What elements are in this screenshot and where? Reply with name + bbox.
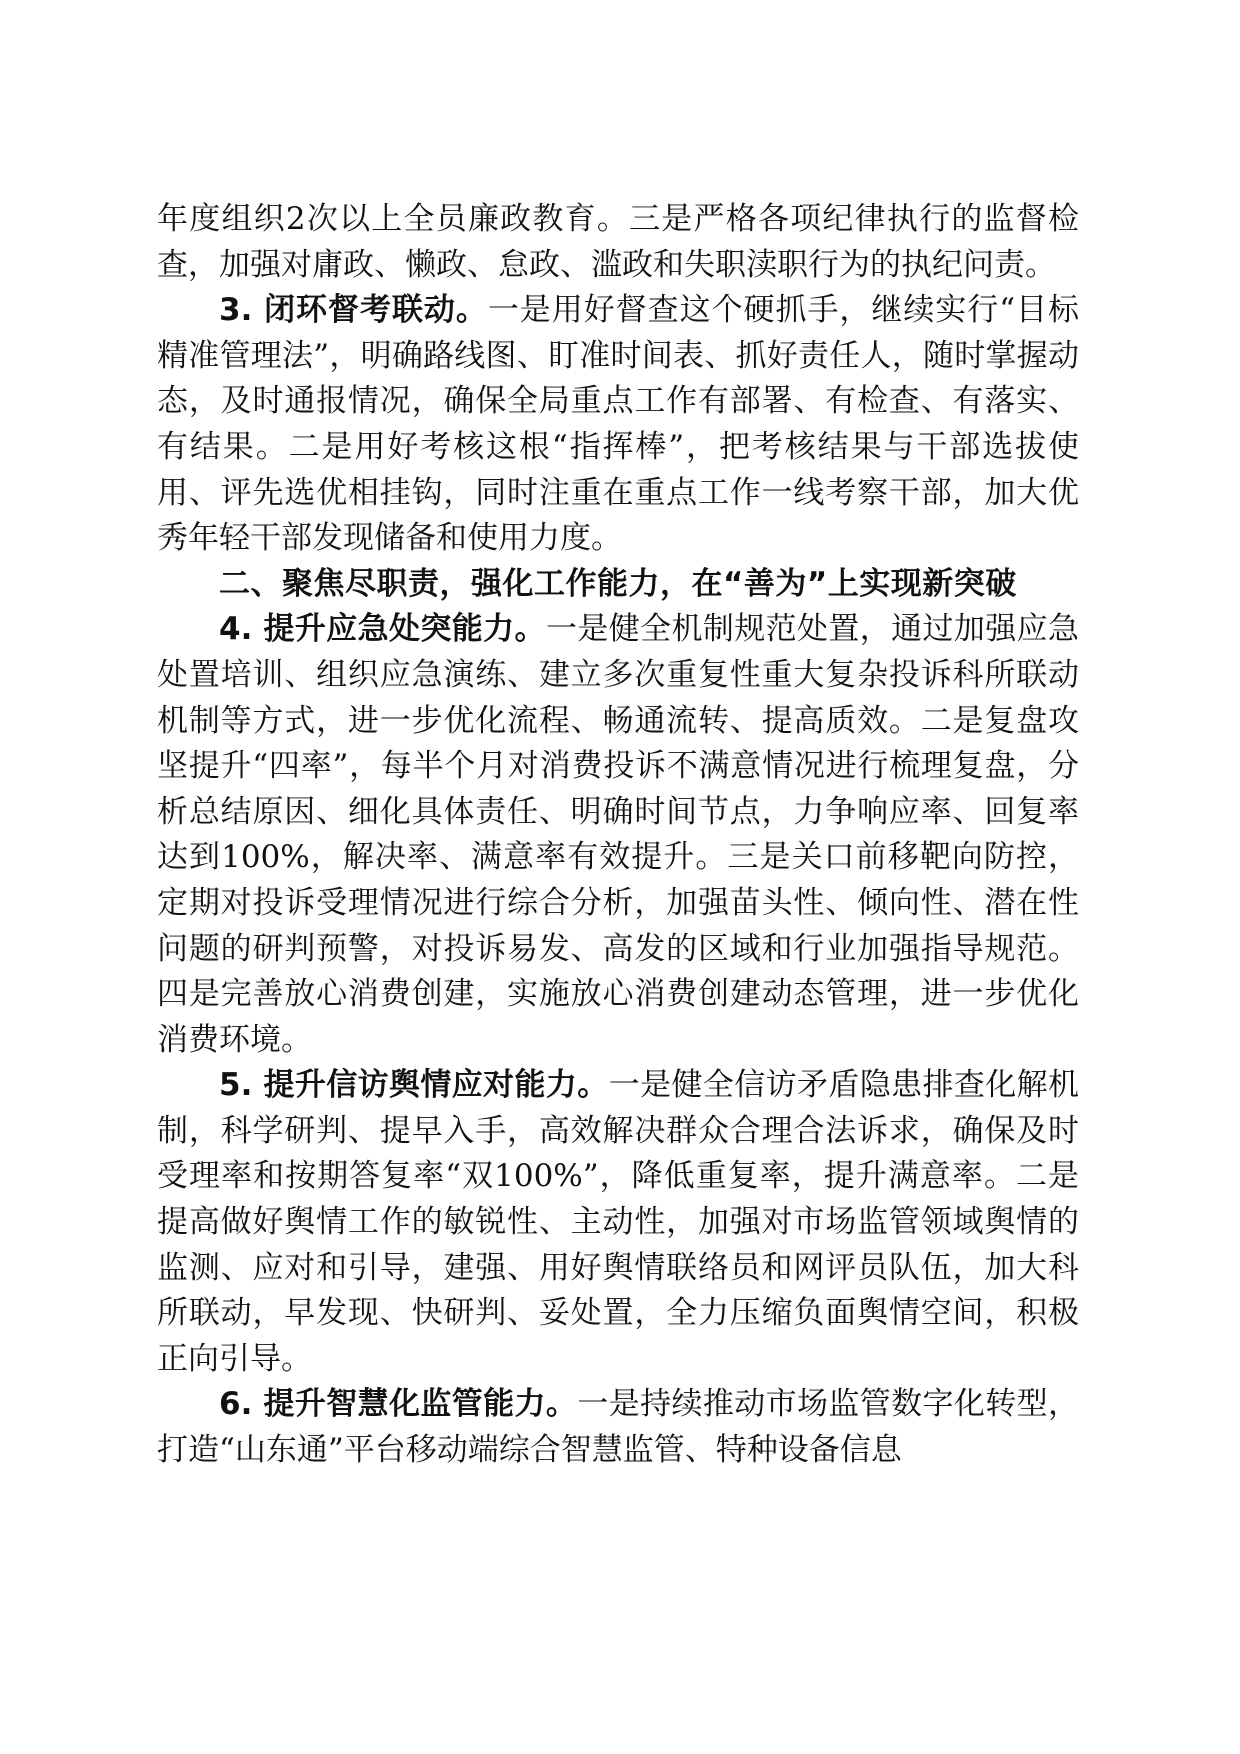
item-title: 5. 提升信访舆情应对能力。 — [219, 1067, 609, 1104]
paragraph-text: 年度组织2次以上全员廉政教育。三是严格各项纪律执行的监督检查，加强对庸政、懒政、怠政、滥政和失职渎职行为的执纪问责。 — [157, 201, 1079, 283]
item-title: 3. 闭环督考联动。 — [219, 292, 488, 329]
document-body — [157, 197, 1079, 1474]
paragraph-text: 一是用好督查这个硬抓手，继续实行“目标精准管理法”，明确路线图、盯准时间表、抓好责任人，随时掌握动态，及时通报情况，确保全局重点工作有部署、有检查、有落实、有结果。二是用好考核这根“指挥棒”，把考核结果与干部选拔使用、评先选优相挂钩，同时注重在重点工作一线考察干部，加大优秀年轻干部发现储备和使用力度。 — [157, 292, 1079, 557]
paragraph-text: 一是持续推动市场监管数字化转型，打造“山东通”平台移动端综合智慧监管、特种设备信息 — [157, 1386, 1079, 1469]
paragraph-item-4 — [157, 607, 1079, 1063]
paragraph-text: 一是健全机制规范处置，通过加强应急处置培训、组织应急演练、建立多次重复性重大复杂投诉科所联动机制等方式，进一步优化流程、畅通流转、提高质效。二是复盘攻坚提升“四率”，每半个月对消费投诉不满意情况进行梳理复盘，分析总结原因、细化具体责任、明确时间节点，力争响应率、回复率达到100%，解决率、满意率有效提升。三是关口前移靶向防控，定期对投诉受理情况进行综合分析，加强苗头性、倾向性、潜在性问题的研判预警，对投诉易发、高发的区域和行业加强指导规范。四是完善放心消费创建，实施放心消费创建动态管理，进一步优化消费环境。 — [157, 611, 1080, 1058]
paragraph-continuation — [157, 197, 1079, 288]
paragraph-item-5 — [157, 1063, 1079, 1382]
item-title: 4. 提升应急处突能力。 — [219, 611, 546, 648]
paragraph-item-6 — [157, 1382, 1079, 1473]
section-heading: 二、聚焦尽职责，强化工作能力，在“善为”上实现新突破 — [219, 565, 1017, 602]
paragraph-item-3 — [157, 288, 1079, 562]
paragraph-text: 一是健全信访矛盾隐患排查化解机制，科学研判、提早入手，高效解决群众合理合法诉求，确保及时受理率和按期答复率“双100%”，降低重复率，提升满意率。二是提高做好舆情工作的敏锐性、主动性，加强对市场监管领域舆情的监测、应对和引导，建强、用好舆情联络员和网评员队伍，加大科所联动，早发现、快研判、妥处置，全力压缩负面舆情空间，积极正向引导。 — [157, 1067, 1080, 1377]
item-title: 6. 提升智慧化监管能力。 — [219, 1386, 578, 1423]
